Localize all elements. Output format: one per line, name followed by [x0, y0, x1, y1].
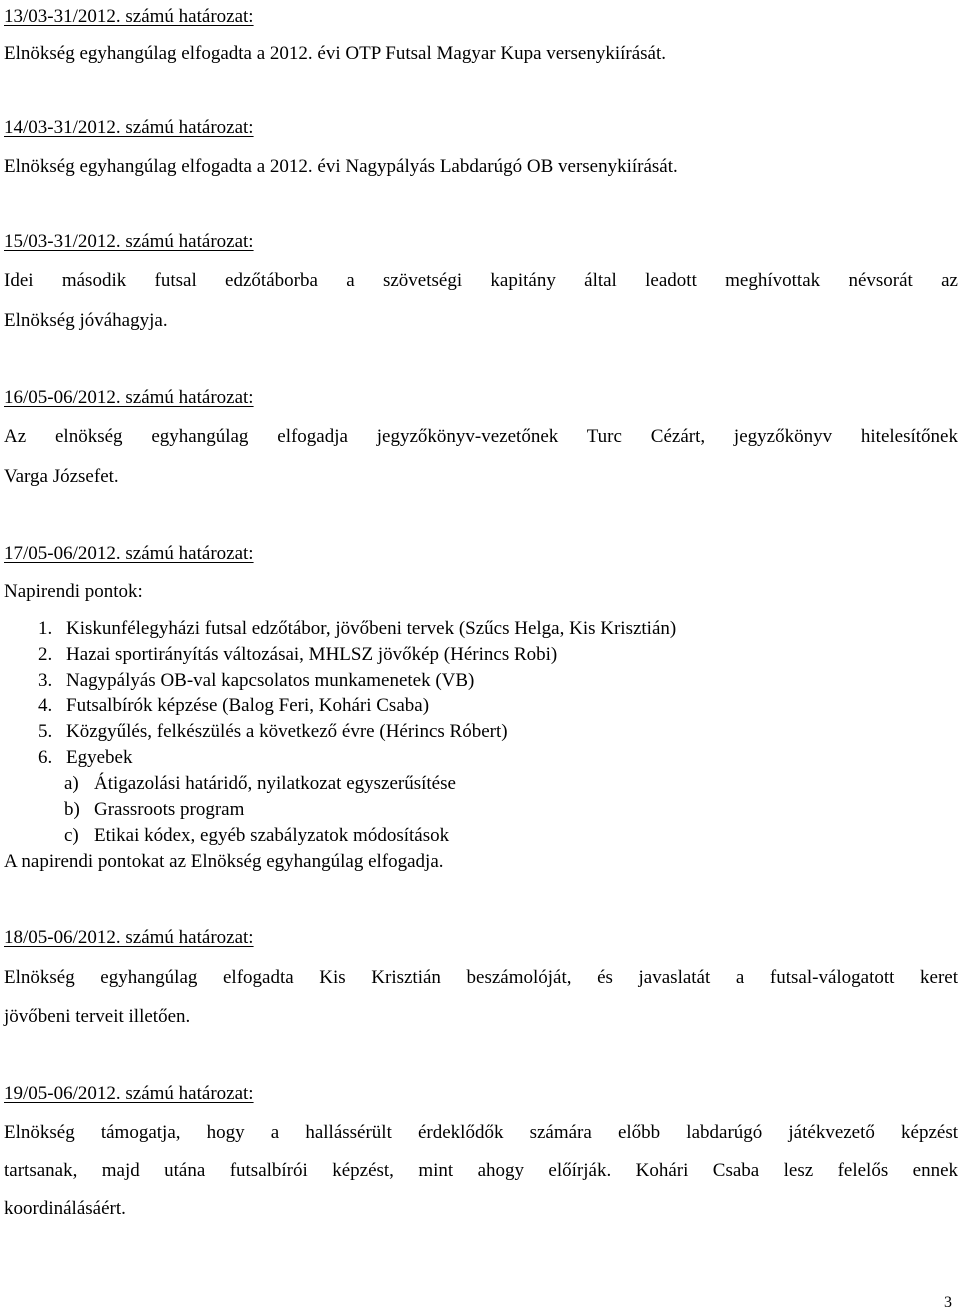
resolution-heading: 18/05-06/2012. számú határozat:: [4, 927, 254, 948]
agenda-item-number: 2.: [38, 644, 53, 665]
resolution-heading: 15/03-31/2012. számú határozat:: [4, 231, 254, 252]
resolution-text: Elnökség egyhangúlag elfogadta a 2012. évi OTP Futsal Magyar Kupa versenykiírását.: [4, 43, 667, 64]
agenda-subheading: Napirendi pontok:: [4, 581, 143, 602]
resolution-heading: 14/03-31/2012. számú határozat:: [4, 117, 254, 138]
resolution-text: Elnökség támogatja, hogy a hallássérült érdeklődők számára előbb labdarúgó játékvezető képzést: [4, 1122, 958, 1143]
agenda-item-text: Közgyűlés, felkészülés a következő évre (Hérincs Róbert): [66, 721, 508, 742]
agenda-item-number: 6.: [38, 747, 53, 768]
agenda-item: [38, 721, 508, 743]
agenda-item-number: 4.: [38, 695, 53, 716]
resolution-heading: 19/05-06/2012. számú határozat:: [4, 1083, 254, 1104]
agenda-subitem: [64, 825, 449, 847]
agenda-item: [38, 618, 676, 640]
resolution-text: Elnökség egyhangúlag elfogadta Kis Krisztián beszámolóját, és javaslatát a futsal-válogatott keret: [4, 967, 958, 988]
agenda-subitem-letter: a): [64, 773, 79, 794]
agenda-item: [38, 747, 132, 769]
agenda-subitem: [64, 799, 244, 821]
agenda-subitem-text: Grassroots program: [94, 799, 245, 820]
resolution-text: Idei második futsal edzőtáborba a szövetségi kapitány által leadott meghívottak névsorát az: [4, 270, 958, 291]
resolution-text: jövőbeni terveit illetően.: [4, 1006, 191, 1027]
resolution-heading: 13/03-31/2012. számú határozat:: [4, 6, 254, 27]
agenda-item-number: 5.: [38, 721, 53, 742]
resolution-text: Az elnökség egyhangúlag elfogadja jegyzőkönyv-vezetőnek Turc Cézárt, jegyzőkönyv hitelesítőnek: [4, 426, 958, 447]
resolution-heading: 16/05-06/2012. számú határozat:: [4, 387, 254, 408]
agenda-item: [38, 670, 474, 692]
resolution-text: koordinálásáért.: [4, 1198, 126, 1219]
agenda-item-number: 3.: [38, 670, 53, 691]
page-number: 3: [944, 1294, 952, 1311]
agenda-item: [38, 644, 557, 666]
agenda-subitem: [64, 773, 456, 795]
agenda-subitem-letter: b): [64, 799, 80, 820]
resolution-heading: 17/05-06/2012. számú határozat:: [4, 543, 254, 564]
agenda-item-text: Egyebek: [66, 747, 133, 768]
agenda-item-text: Hazai sportirányítás változásai, MHLSZ jövőkép (Hérincs Robi): [66, 644, 558, 665]
agenda-item-text: Futsalbírók képzése (Balog Feri, Kohári Csaba): [66, 695, 430, 716]
agenda-subitem-letter: c): [64, 825, 79, 846]
agenda-closing: A napirendi pontokat az Elnökség egyhangúlag elfogadja.: [4, 851, 444, 872]
resolution-text: tartsanak, majd utána futsalbírói képzést, mint ahogy előírják. Kohári Csaba lesz felelős ennek: [4, 1160, 958, 1181]
agenda-item-text: Kiskunfélegyházi futsal edzőtábor, jövőbeni tervek (Szűcs Helga, Kis Krisztián): [66, 618, 677, 639]
agenda-subitem-text: Átigazolási határidő, nyilatkozat egyszerűsítése: [94, 773, 456, 794]
resolution-text: Elnökség jóváhagyja.: [4, 310, 168, 331]
agenda-subitem-text: Etikai kódex, egyéb szabályzatok módosítások: [94, 825, 450, 846]
resolution-text: Elnökség egyhangúlag elfogadta a 2012. évi Nagypályás Labdarúgó OB versenykiírását.: [4, 156, 678, 177]
agenda-item-number: 1.: [38, 618, 53, 639]
resolution-text: Varga Józsefet.: [4, 466, 119, 487]
agenda-item-text: Nagypályás OB-val kapcsolatos munkamenetek (VB): [66, 670, 475, 691]
agenda-item: [38, 695, 429, 717]
